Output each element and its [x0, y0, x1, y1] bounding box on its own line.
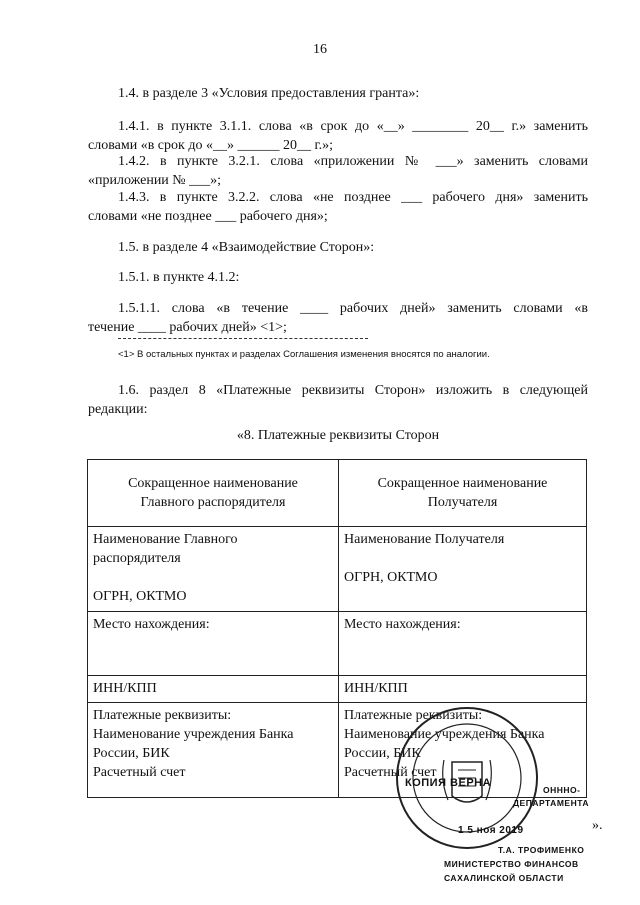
page-number: 16 — [313, 42, 327, 57]
row4-left-line4: Расчетный счет — [93, 765, 186, 780]
paragraph-1-5: 1.5. в разделе 4 «Взаимодействие Сторон»: — [118, 240, 375, 255]
header-right-line2: Получателя — [427, 495, 498, 510]
row1-left-line3: ОГРН, ОКТМО — [93, 589, 187, 604]
footnote-separator — [118, 338, 368, 339]
paragraph-1-6-line2: редакции: — [88, 402, 148, 417]
table-row — [88, 612, 587, 676]
paragraph-1-4: 1.4. в разделе 3 «Условия предоставления гранта»: — [118, 86, 420, 101]
row3-left-cell — [88, 676, 339, 703]
row1-left-line1: Наименование Главного — [93, 532, 238, 547]
row3-left-text: ИНН/КПП — [93, 681, 157, 696]
row3-right-text: ИНН/КПП — [344, 681, 408, 696]
table-row — [88, 460, 587, 527]
header-right-line1: Сокращенное наименование — [377, 476, 548, 491]
stamp-dept-line1: ОНННО- — [543, 785, 581, 795]
paragraph-1-4-1-line1: 1.4.1. в пункте 3.1.1. слова «в срок до «__» ________ 20__ г.» заменить — [118, 119, 588, 134]
table-row — [88, 527, 587, 612]
row4-right-line1: Платежные реквизиты: — [344, 708, 483, 723]
row2-right-text: Место нахождения: — [344, 617, 461, 632]
row4-left-cell — [88, 703, 339, 798]
stamp-dept-line2: ДЕПАРТАМЕНТА — [513, 798, 590, 808]
header-left-line1: Сокращенное наименование — [128, 476, 298, 491]
row4-right-line2: Наименование учреждения Банка — [344, 727, 545, 742]
row1-right-line2: ОГРН, ОКТМО — [344, 570, 438, 585]
header-right-cell — [339, 460, 587, 527]
row1-right-cell — [339, 527, 587, 612]
paragraph-1-5-1-1-line1: 1.5.1.1. слова «в течение ____ рабочих дней» заменить словами «в — [118, 301, 588, 316]
section-title: «8. Платежные реквизиты Сторон — [236, 428, 440, 443]
row4-left-line1: Платежные реквизиты: — [93, 708, 232, 723]
row4-right-line3: России, БИК — [344, 746, 421, 761]
paragraph-1-4-3-line2: словами «не позднее ___ рабочего дня»; — [88, 209, 328, 224]
paragraph-1-4-2-line2: «приложении № ___»; — [88, 173, 222, 188]
footnote: <1> В остальных пунктах и разделах Соглашения изменения вносятся по аналогии. — [118, 349, 490, 360]
paragraph-1-4-3-line1: 1.4.3. в пункте 3.2.2. слова «не позднее ___ рабочего дня» заменить — [118, 190, 588, 205]
stamp-signer: Т.А. ТРОФИМЕНКО — [498, 845, 585, 855]
row1-left-line2: распорядителя — [93, 551, 181, 566]
row3-right-cell — [339, 676, 587, 703]
table-row — [88, 676, 587, 703]
stamp-date-text: 1 5 ноя 2019 — [458, 825, 524, 836]
header-left-line2: Главного распорядителя — [140, 495, 286, 510]
row2-left-text: Место нахождения: — [93, 617, 210, 632]
stamp-org-line2: САХАЛИНСКОЙ ОБЛАСТИ — [444, 873, 564, 883]
paragraph-1-6-line1: 1.6. раздел 8 «Платежные реквизиты Сторон» изложить в следующей — [118, 383, 588, 398]
closing-quote: ». — [592, 818, 603, 833]
header-left-cell — [88, 460, 339, 527]
paragraph-1-4-1-line2: словами «в срок до «__» ______ 20__ г.»; — [88, 138, 333, 153]
row1-right-line1: Наименование Получателя — [344, 532, 505, 547]
row4-left-line2: Наименование учреждения Банка — [93, 727, 294, 742]
row2-right-cell — [339, 612, 587, 676]
stamp-copy-text: КОПИЯ ВЕРНА — [405, 777, 492, 789]
row1-left-cell — [88, 527, 339, 612]
paragraph-1-4-2-line1: 1.4.2. в пункте 3.2.1. слова «приложении № ___» заменить словами — [118, 154, 588, 169]
row4-left-line3: России, БИК — [93, 746, 170, 761]
paragraph-1-5-1: 1.5.1. в пункте 4.1.2: — [118, 270, 240, 285]
row4-right-line4: Расчетный счет — [344, 765, 437, 780]
stamp-org-line1: МИНИСТЕРСТВО ФИНАНСОВ — [444, 859, 579, 869]
row2-left-cell — [88, 612, 339, 676]
paragraph-1-5-1-1-line2: течение ____ рабочих дней» <1>; — [88, 320, 287, 335]
